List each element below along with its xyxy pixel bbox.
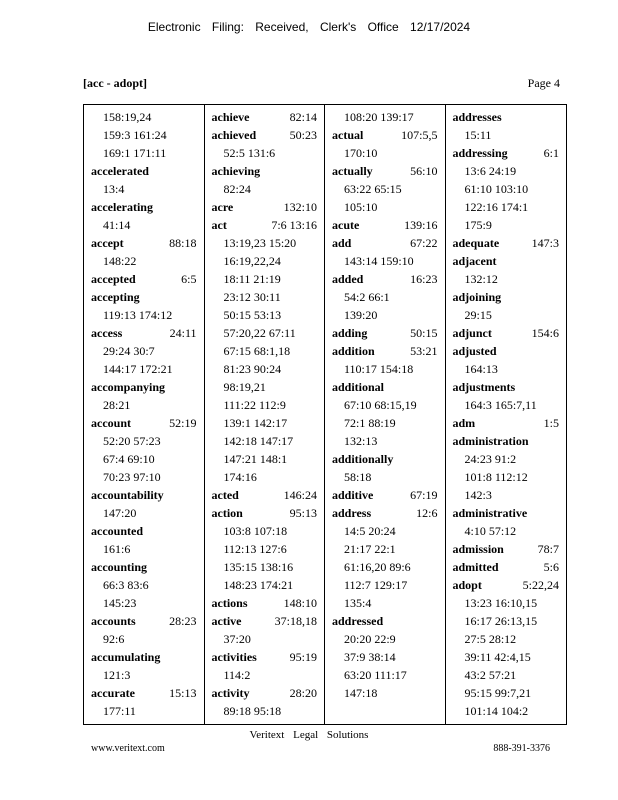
index-term-word: actually: [332, 164, 373, 178]
index-citation-line: 112:7 129:17: [344, 578, 408, 592]
index-term: [91, 162, 197, 180]
index-citation-line: 29:24 30:7: [103, 344, 155, 358]
index-citation-line: 24:23 91:2: [464, 452, 517, 466]
index-citation-line: 52:5 131:6: [223, 146, 276, 160]
index-term-word: activity: [211, 686, 250, 700]
page-number: Page 4: [527, 76, 560, 90]
index-term-citation: 16:23: [410, 272, 438, 286]
index-term-citation: 56:10: [410, 164, 438, 178]
index-term: [332, 378, 438, 396]
index-citation-line: 148:23 174:21: [223, 578, 294, 592]
index-term: [453, 234, 560, 252]
index-term: [91, 684, 197, 702]
index-term: [91, 558, 197, 576]
index-term-word: administrative: [452, 506, 528, 520]
index-term: [453, 432, 560, 450]
index-term-citation: 53:21: [410, 344, 438, 358]
index-term: [332, 450, 438, 468]
index-term-citation: 52:19: [169, 416, 197, 430]
index-term-citation: 148:10: [283, 596, 317, 610]
index-citation-line: 139:1 142:17: [223, 416, 288, 430]
index-citation-line: 132:13: [344, 434, 378, 448]
index-citation-line: 132:12: [464, 272, 498, 286]
index-term: [453, 414, 560, 432]
index-citation-line: 121:3: [103, 668, 131, 682]
index-citation-line: 20:20 22:9: [344, 632, 396, 646]
index-term-citation: 132:10: [283, 200, 317, 214]
index-term-citation: 67:19: [410, 488, 438, 502]
index-term-citation: 82:14: [289, 110, 317, 124]
index-term-word: achieved: [211, 128, 257, 142]
index-term: [453, 504, 560, 522]
index-citation-line: 143:14 159:10: [344, 254, 414, 268]
index-term-word: adopt: [452, 578, 482, 592]
index-term: [212, 594, 318, 612]
index-citation-line: 164:13: [464, 362, 498, 376]
index-term: [453, 144, 560, 162]
footer-phone: 888-391-3376: [493, 743, 550, 754]
index-term-citation: 28:20: [289, 686, 317, 700]
index-term: [212, 126, 318, 144]
index-citation-line: 158:19,24: [103, 110, 152, 124]
index-citation-line: 139:20: [344, 308, 378, 322]
index-citation-line: 159:3 161:24: [103, 128, 167, 142]
index-citation-line: 67:4 69:10: [103, 452, 155, 466]
index-term-word: act: [211, 218, 227, 232]
index-term-word: accept: [91, 236, 124, 250]
index-citation-line: 16:17 26:13,15: [464, 614, 538, 628]
index-citation-line: 81:23 90:24: [223, 362, 282, 376]
index-term-word: accepted: [91, 272, 136, 286]
index-column-2: [205, 105, 326, 724]
index-term-word: adequate: [452, 236, 500, 250]
index-term-word: acre: [211, 200, 234, 214]
index-citation-line: 135:4: [344, 596, 372, 610]
index-term-citation: 147:3: [531, 236, 559, 250]
index-citation-line: 37:9 38:14: [344, 650, 396, 664]
index-citation-line: 177:11: [103, 704, 136, 718]
index-citation-line: 119:13 174:12: [103, 308, 173, 322]
filing-stamp-header: Electronic Filing: Received, Clerk's Office 12/17/2024: [147, 20, 471, 34]
index-citation-line: 13:23 16:10,15: [464, 596, 538, 610]
index-term-citation: 154:6: [531, 326, 559, 340]
index-term-word: additionally: [332, 452, 394, 466]
index-term-word: acted: [211, 488, 239, 502]
index-citation-line: 58:18: [344, 470, 372, 484]
index-term-citation: 7:6 13:16: [271, 218, 317, 232]
index-term: [91, 522, 197, 540]
index-term-citation: 28:23: [169, 614, 197, 628]
index-term: [212, 198, 318, 216]
index-term: [91, 414, 197, 432]
index-term-word: addresses: [452, 110, 502, 124]
index-term-word: actions: [211, 596, 248, 610]
index-citation-line: 39:11 42:4,15: [464, 650, 531, 664]
index-term-word: addressing: [452, 146, 508, 160]
index-citation-line: 175:9: [464, 218, 492, 232]
index-term-citation: 88:18: [169, 236, 197, 250]
index-term: [91, 486, 197, 504]
index-term: [453, 252, 560, 270]
index-citation-line: 21:17 22:1: [344, 542, 396, 556]
index-term: [332, 270, 438, 288]
index-term-word: accepting: [91, 290, 140, 304]
index-term-word: actual: [332, 128, 364, 142]
index-term: [453, 540, 560, 558]
index-term-word: addition: [332, 344, 375, 358]
word-index-table: [83, 104, 567, 725]
index-citation-line: 13:19,23 15:20: [223, 236, 297, 250]
index-citation-line: 16:19,22,24: [223, 254, 281, 268]
index-term: [91, 324, 197, 342]
index-citation-line: 147:21 148:1: [223, 452, 288, 466]
index-term-citation: 78:7: [537, 542, 559, 556]
index-term-word: additive: [332, 488, 374, 502]
index-citation-line: 108:20 139:17: [344, 110, 414, 124]
index-citation-line: 169:1 171:11: [103, 146, 167, 160]
index-term-word: accompanying: [91, 380, 166, 394]
index-citation-line: 164:3 165:7,11: [464, 398, 537, 412]
index-term-word: adjustments: [452, 380, 516, 394]
index-term-citation: 50:15: [410, 326, 438, 340]
index-term-citation: 95:19: [289, 650, 317, 664]
index-term-word: addressed: [332, 614, 384, 628]
index-term-word: additional: [332, 380, 385, 394]
index-term-word: achieve: [211, 110, 250, 124]
index-citation-line: 63:22 65:15: [344, 182, 402, 196]
index-term-word: adjunct: [452, 326, 492, 340]
index-term: [91, 270, 197, 288]
index-citation-line: 95:15 99:7,21: [464, 686, 532, 700]
index-term-word: action: [211, 506, 243, 520]
index-citation-line: 92:6: [103, 632, 125, 646]
index-term-word: adjoining: [452, 290, 502, 304]
index-citation-line: 50:15 53:13: [223, 308, 282, 322]
index-citation-line: 29:15: [464, 308, 492, 322]
index-citation-line: 14:5 20:24: [344, 524, 396, 538]
index-citation-line: 110:17 154:18: [344, 362, 414, 376]
index-term-word: address: [332, 506, 372, 520]
index-citation-line: 142:18 147:17: [223, 434, 294, 448]
index-term-citation: 107:5,5: [401, 128, 438, 142]
index-term: [453, 324, 560, 342]
index-citation-line: 27:5 28:12: [464, 632, 517, 646]
index-term: [453, 342, 560, 360]
index-citation-line: 57:20,22 67:11: [223, 326, 296, 340]
index-term-word: added: [332, 272, 364, 286]
index-term-word: accurate: [91, 686, 135, 700]
index-citation-line: 145:23: [103, 596, 137, 610]
index-citation-line: 23:12 30:11: [223, 290, 281, 304]
index-term-word: admitted: [452, 560, 499, 574]
index-citation-line: 13:4: [103, 182, 125, 196]
index-term: [332, 162, 438, 180]
footer-company: Veritext Legal Solutions: [249, 729, 369, 741]
index-term-citation: 6:1: [543, 146, 559, 160]
index-term-citation: 1:5: [543, 416, 559, 430]
index-citation-line: 70:23 97:10: [103, 470, 161, 484]
index-citation-line: 142:3: [464, 488, 492, 502]
index-term-word: adjacent: [452, 254, 497, 268]
index-term: [212, 648, 318, 666]
index-citation-line: 147:20: [103, 506, 137, 520]
index-term: [332, 216, 438, 234]
footer-website: www.veritext.com: [91, 743, 165, 754]
index-citation-line: 72:1 88:19: [344, 416, 396, 430]
index-term: [91, 234, 197, 252]
index-term: [212, 108, 318, 126]
index-term-word: administration: [452, 434, 529, 448]
index-term-citation: 37:18,18: [274, 614, 317, 628]
index-citation-line: 148:22: [103, 254, 137, 268]
index-term-citation: 6:5: [181, 272, 197, 286]
index-term: [91, 288, 197, 306]
index-citation-line: 105:10: [344, 200, 378, 214]
index-citation-line: 37:20: [223, 632, 251, 646]
index-citation-line: 170:10: [344, 146, 378, 160]
index-term: [332, 234, 438, 252]
index-term: [332, 486, 438, 504]
index-citation-line: 161:6: [103, 542, 131, 556]
index-term-word: accounted: [91, 524, 143, 538]
index-citation-line: 67:10 68:15,19: [344, 398, 417, 412]
index-term-citation: 15:13: [169, 686, 197, 700]
index-term: [91, 648, 197, 666]
index-citation-line: 43:2 57:21: [464, 668, 517, 682]
index-term: [212, 216, 318, 234]
index-column-1: [84, 105, 205, 724]
index-term: [453, 558, 560, 576]
index-term-citation: 146:24: [283, 488, 317, 502]
index-term: [332, 612, 438, 630]
index-term: [453, 288, 560, 306]
index-term-word: activities: [211, 650, 257, 664]
index-citation-line: 144:17 172:21: [103, 362, 173, 376]
index-term-word: accelerating: [91, 200, 153, 214]
index-term: [453, 576, 560, 594]
index-citation-line: 147:18: [344, 686, 378, 700]
index-term-word: account: [91, 416, 131, 430]
index-column-4: [446, 105, 567, 724]
index-citation-line: 63:20 111:17: [344, 668, 407, 682]
index-term: [91, 198, 197, 216]
index-citation-line: 66:3 83:6: [103, 578, 149, 592]
index-citation-line: 122:16 174:1: [464, 200, 529, 214]
index-term: [91, 612, 197, 630]
index-citation-line: 67:15 68:1,18: [223, 344, 291, 358]
index-term-word: adm: [452, 416, 476, 430]
index-term-word: access: [91, 326, 123, 340]
index-term-word: achieving: [211, 164, 261, 178]
index-term: [332, 504, 438, 522]
index-term: [212, 684, 318, 702]
index-citation-line: 15:11: [464, 128, 492, 142]
index-citation-line: 135:15 138:16: [223, 560, 294, 574]
index-citation-line: 41:14: [103, 218, 131, 232]
index-term-citation: 5:22,24: [522, 578, 559, 592]
index-term-word: acute: [332, 218, 360, 232]
index-term-word: accounts: [91, 614, 136, 628]
index-term-word: add: [332, 236, 352, 250]
index-citation-line: 82:24: [223, 182, 251, 196]
index-term: [212, 162, 318, 180]
index-column-3: [325, 105, 446, 724]
index-term-citation: 5:6: [543, 560, 559, 574]
index-term-word: accumulating: [91, 650, 161, 664]
index-citation-line: 114:2: [223, 668, 251, 682]
index-term: [453, 378, 560, 396]
index-range: [acc - adopt]: [83, 76, 147, 90]
index-term-word: adding: [332, 326, 368, 340]
index-citation-line: 28:21: [103, 398, 131, 412]
index-term: [212, 612, 318, 630]
index-term: [91, 378, 197, 396]
index-term: [212, 486, 318, 504]
index-citation-line: 18:11 21:19: [223, 272, 281, 286]
index-term-citation: 67:22: [410, 236, 438, 250]
index-term: [212, 504, 318, 522]
index-term-word: adjusted: [452, 344, 497, 358]
index-citation-line: 52:20 57:23: [103, 434, 161, 448]
index-citation-line: 103:8 107:18: [223, 524, 288, 538]
index-citation-line: 111:22 112:9: [223, 398, 286, 412]
index-term-word: admission: [452, 542, 504, 556]
index-citation-line: 89:18 95:18: [223, 704, 282, 718]
index-term: [453, 108, 560, 126]
index-term-citation: 12:6: [416, 506, 438, 520]
index-term-word: active: [211, 614, 242, 628]
index-citation-line: 4:10 57:12: [464, 524, 517, 538]
index-citation-line: 13:6 24:19: [464, 164, 517, 178]
index-term: [332, 126, 438, 144]
index-term-citation: 139:16: [404, 218, 438, 232]
index-citation-line: 101:8 112:12: [464, 470, 528, 484]
index-citation-line: 174:16: [223, 470, 257, 484]
index-term-citation: 50:23: [289, 128, 317, 142]
index-citation-line: 101:14 104:2: [464, 704, 529, 718]
index-citation-line: 54:2 66:1: [344, 290, 390, 304]
index-citation-line: 61:10 103:10: [464, 182, 529, 196]
index-term-word: accounting: [91, 560, 148, 574]
index-term: [332, 342, 438, 360]
index-term-citation: 95:13: [289, 506, 317, 520]
index-citation-line: 61:16,20 89:6: [344, 560, 411, 574]
index-term: [332, 324, 438, 342]
index-term-word: accelerated: [91, 164, 149, 178]
index-term-word: accountability: [91, 488, 164, 502]
index-citation-line: 112:13 127:6: [223, 542, 287, 556]
index-citation-line: 98:19,21: [223, 380, 266, 394]
index-term-citation: 24:11: [169, 326, 197, 340]
